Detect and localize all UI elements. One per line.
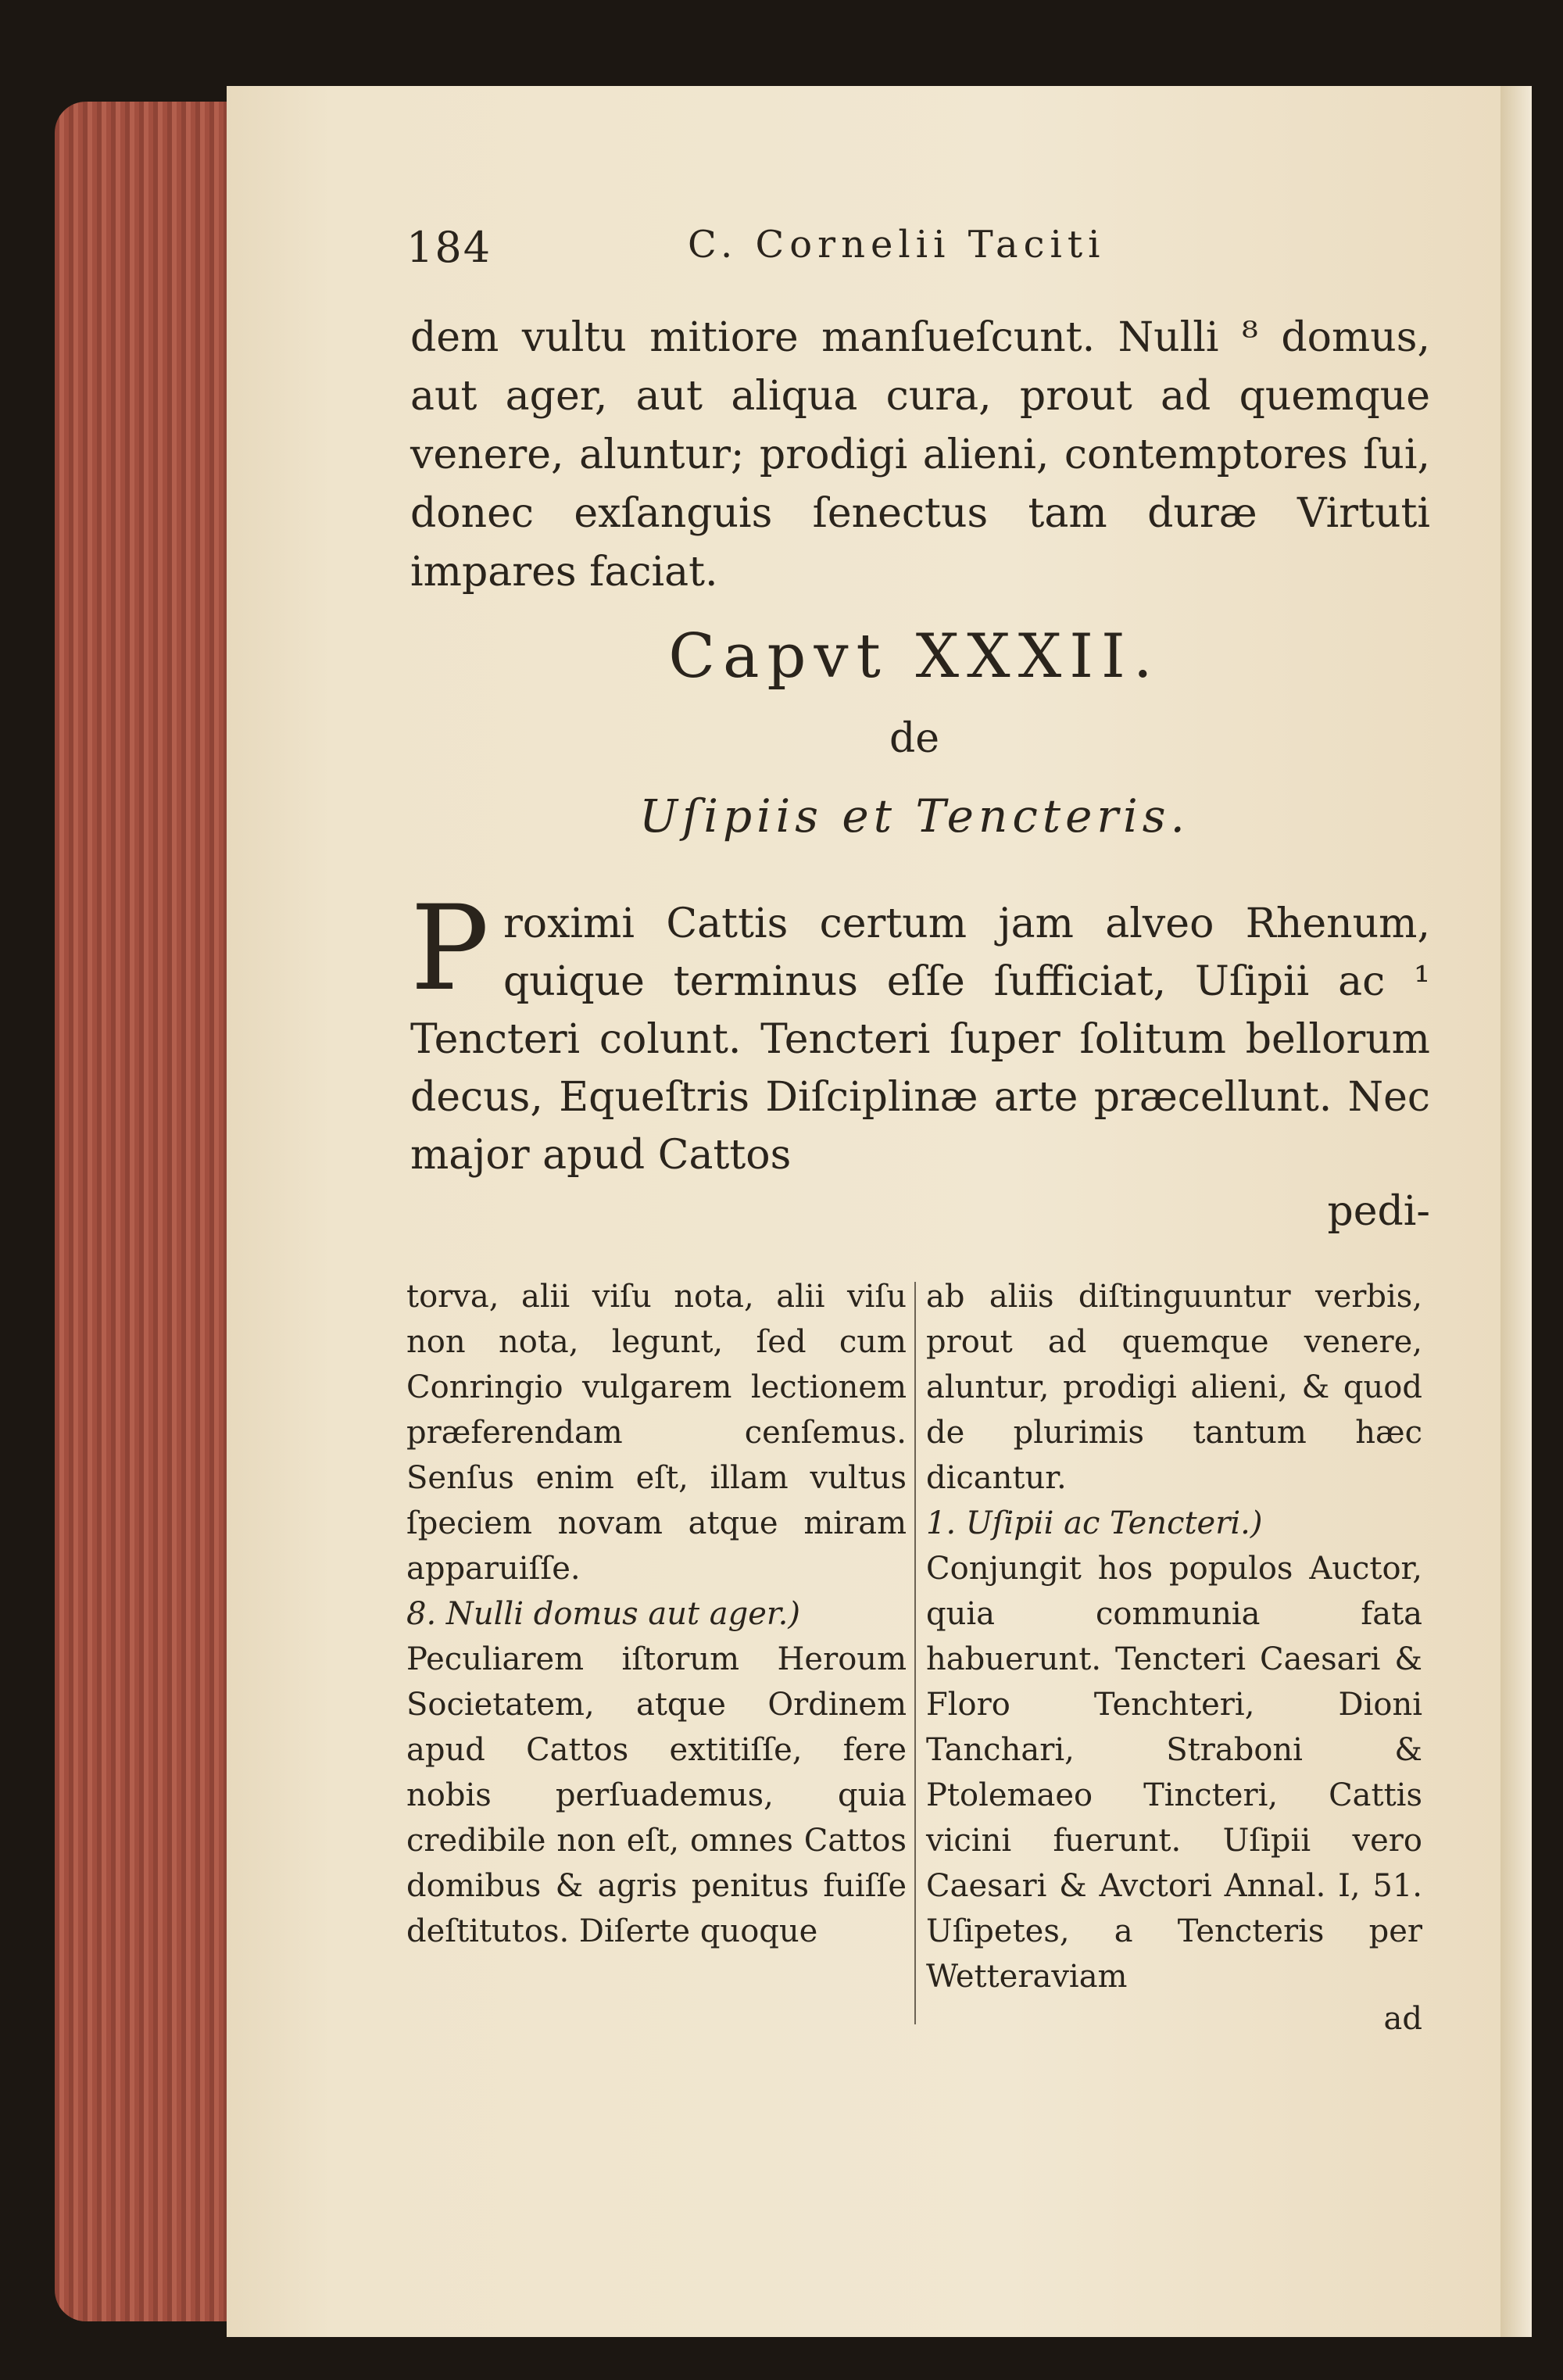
notes-catchword: ad [1383,2001,1422,2037]
note-right-label: 1. Uſipii ac Tencteri.) [926,1505,1263,1541]
note-left-text-1: torva, alii viſu nota, alii viſu non nota, legunt, ſed cum Conringio vulgarem lectionem præferendam cenſemus. Senſus enim eſt, illam vultus ſpeciem novam atque miram apparuiſſe. [406,1279,907,1587]
page-number: 184 [406,223,492,272]
catchword: pedi- [1327,1188,1430,1235]
note-left-label: 8. Nulli domus aut ager.) [406,1596,800,1632]
running-title: C. Cornelii Taciti [688,223,1106,267]
notes-column-right [926,1274,1422,1999]
chapter-topic: Uſipiis et Tencteris. [639,789,1189,843]
main-text-body [410,881,1430,1184]
notes-column-left [406,1274,907,1954]
note-right-text-2: Conjungit hos populos Auctor, quia communia fata habuerunt. Tencteri Caesari & Floro Tenchteri, Dioni Tanchari, Straboni & Ptolemaeo Tincteri, Cattis vicini fuerunt. Uſipii vero Caesari & Avctori Annal. I, 51. Uſipetes, a Tencteris per Wetteraviam [926,1551,1422,1995]
paragraph-2: roximi Cattis certum jam alveo Rhenum, quique terminus eſſe ſufficiat, Uſipii ac ¹ Tencteri colunt. Tencteri ſuper ſolitum bellorum decus, Equeſtris Diſciplinæ arte præcellunt. Nec major apud Cattos [410,900,1430,1179]
note-right-text-1: ab aliis diſtinguuntur verbis, prout ad quemque venere, aluntur, prodigi alieni, & quod de plurimis tantum hæc dicantur. [926,1279,1422,1496]
drop-cap: P [410,881,489,1017]
page-header [406,223,1422,285]
main-text-top [410,309,1430,602]
paragraph-1: dem vultu mitiore manſueſcunt. Nulli ⁸ domus, aut ager, aut aliqua cura, prout ad quemque venere, aluntur; prodigi alieni, contemptores ſui, donec exſanguis ſenectus tam duræ Virtuti impares faciat. [410,314,1430,596]
chapter-title: Capvt XXXII. [668,621,1161,692]
notes-divider [914,1282,916,2024]
page-gutter [1500,86,1532,2337]
note-left-text-2: Peculiarem iſtorum Heroum Societatem, atque Ordinem apud Cattos extitiſſe, fere nobis perſuademus, quia credibile non eſt, omnes Cattos domibus & agris penitus fuiſſe deſtitutos. Diſerte quoque [406,1641,907,1949]
book-page-edges [55,102,250,2321]
chapter-subtitle: de [889,715,940,762]
